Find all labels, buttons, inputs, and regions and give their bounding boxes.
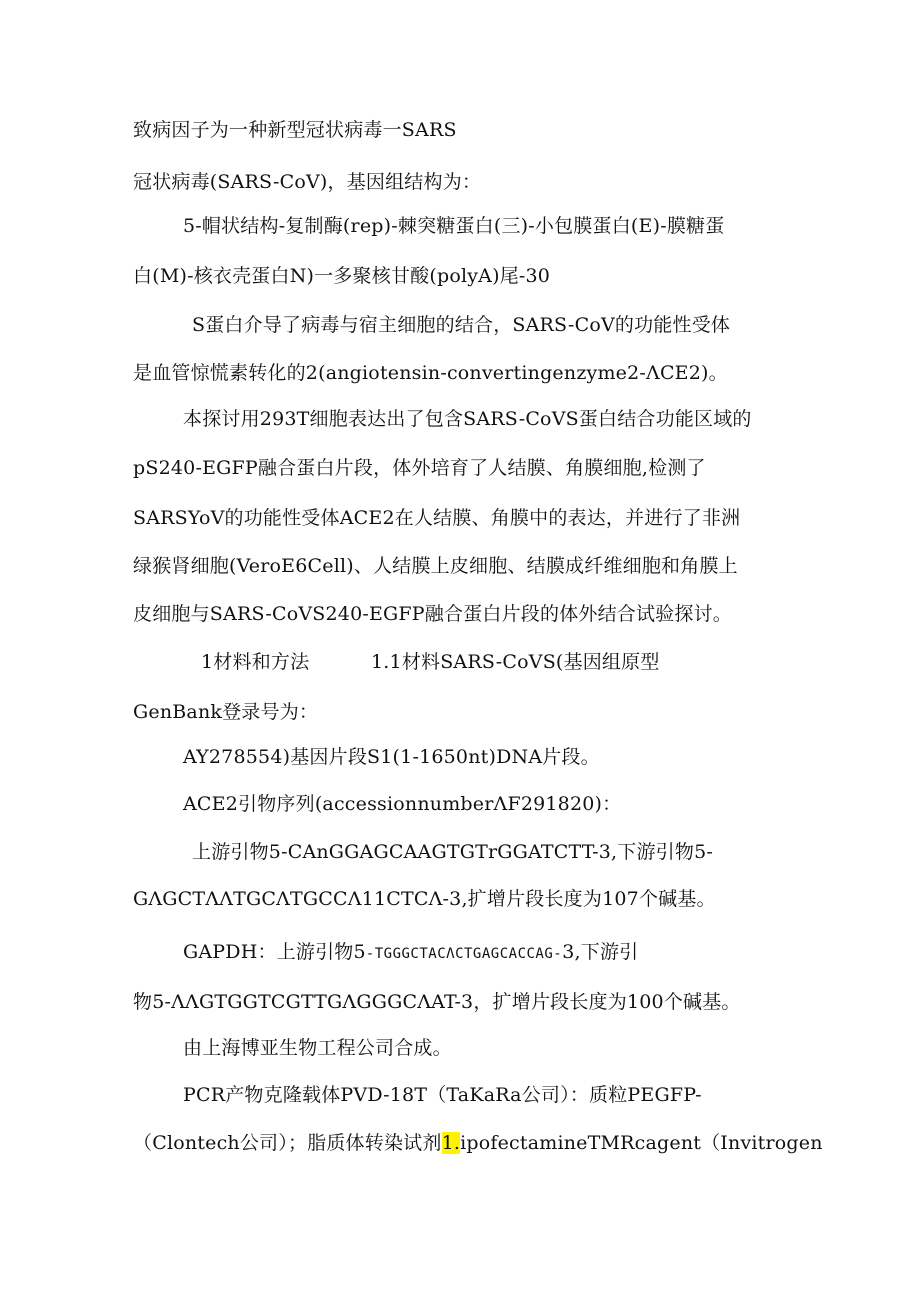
- text-line-5: S蛋白介导了病毒与宿主细胞的结合，SARS-CoV的功能性受体: [192, 314, 731, 336]
- section-heading: 1材料和方法: [201, 651, 310, 673]
- highlighted-text: 1.: [441, 1132, 461, 1154]
- text-line-8: pS240-EGFP融合蛋白片段，体外培育了人结膜、角膜细胞,检测了: [133, 457, 706, 479]
- text-line-15: ACE2引物序列(accessionnumberΛF291820)：: [183, 793, 622, 815]
- text-line-16: 上游引物5-CAnGGAGCAAGTGTrGGATCTT-3,下游引物5-: [192, 841, 713, 863]
- text-line-10: 绿猴肾细胞(VeroE6Cell)、人结膜上皮细胞、结膜成纤维细胞和角膜上: [133, 555, 738, 577]
- gapdh-suffix: 3,下游引: [562, 941, 639, 963]
- last-line-after: ipofectamineTMRcagent（Invitrogen: [460, 1132, 823, 1154]
- text-line-9: SARSYoV的功能性受体ACE2在人结膜、角膜中的表达，并进行了非洲: [133, 507, 741, 529]
- text-line-2: 冠状病毒(SARS-CoV)，基因组结构为：: [133, 171, 482, 193]
- gapdh-prefix: GAPDH：上游引物5: [183, 941, 366, 963]
- text-line-1: 致病因子为一种新型冠状病毒一SARS: [133, 119, 457, 141]
- text-line-19: 物5-ΛΛGTGGTCGTTGΛGGGCΛAT-3，扩增片段长度为100个碱基。: [133, 991, 741, 1013]
- text-line-6: 是血管惊慌素转化的2(angiotensin-convertingenzyme2-ΛCE2)。: [133, 362, 728, 384]
- text-line-20: 由上海博亚生物工程公司合成。: [183, 1037, 452, 1059]
- text-line-22: [133, 1129, 823, 1157]
- text-line-21: PCR产物克隆载体PVD-18T（TaKaRa公司）：质粒PEGFP-: [183, 1084, 702, 1106]
- text-line-3: 5-帽状结构-复制酶(rep)-棘突糖蛋白(三)-小包膜蛋白(E)-膜糖蛋: [183, 215, 725, 237]
- gapdh-line: [183, 938, 638, 968]
- text-line-4: 白(M)-核衣壳蛋白N)一多聚核甘酸(polyA)尾-30: [133, 265, 551, 287]
- subsection-heading: 1.1材料SARS-CoVS(基因组原型: [371, 651, 660, 673]
- gapdh-sequence: -TGGGCTACΛCTGAGCACCAG-: [365, 946, 563, 962]
- text-line-13: GenBank登录号为：: [133, 701, 319, 723]
- text-line-14: AY278554)基因片段S1(1-1650nt)DNA片段。: [183, 746, 600, 768]
- last-line-before: （Clontech公司）；脂质体转染试剂: [133, 1132, 442, 1154]
- text-line-7: 本探讨用293T细胞表达出了包含SARS-CoVS蛋白结合功能区域的: [183, 408, 752, 430]
- text-line-11: 皮细胞与SARS-CoVS240-EGFP融合蛋白片段的体外结合试验探讨。: [133, 603, 732, 625]
- text-line-17: GΛGCTΛΛTGCΛTGCCΛ11CTCΛ-3,扩增片段长度为107个碱基。: [133, 888, 716, 910]
